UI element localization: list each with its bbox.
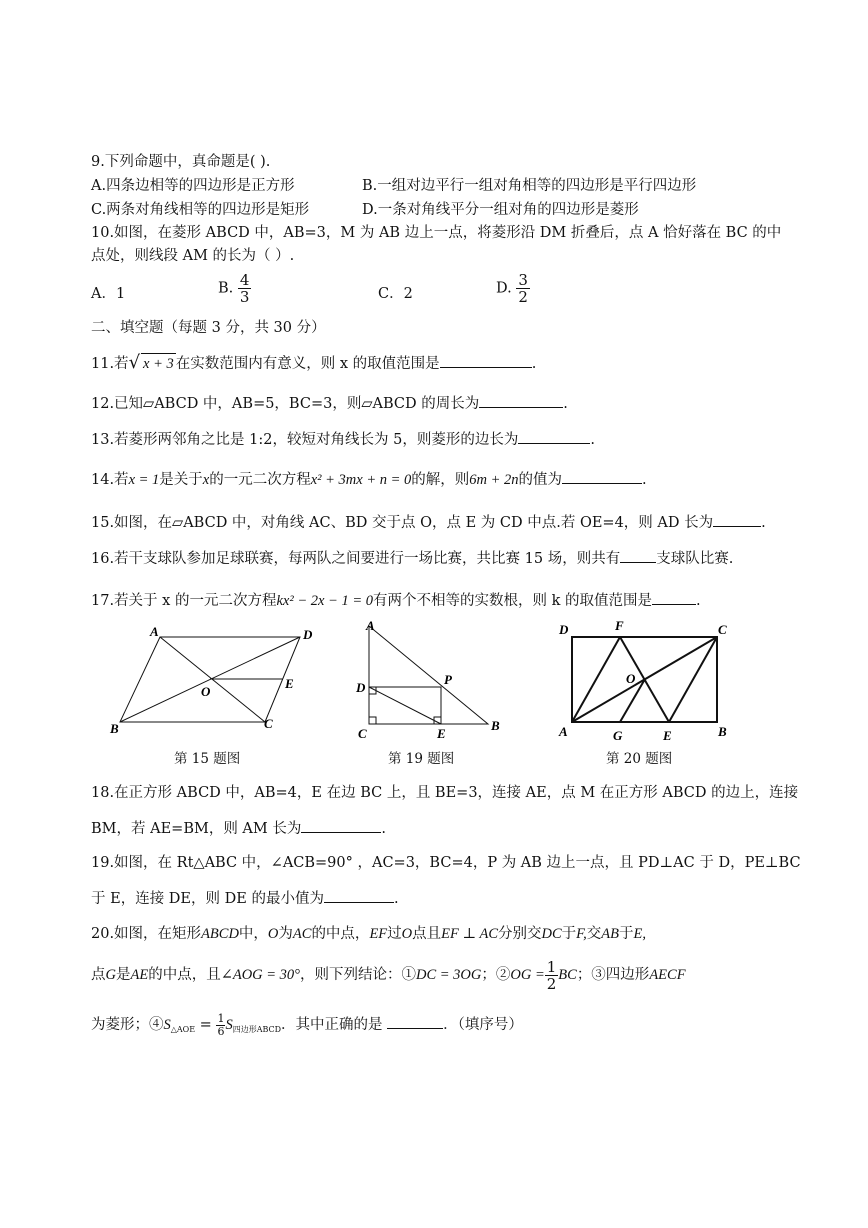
- q20-line2: 点G是AE的中点，且∠AOG = 30°，则下列结论：①DC = 3OG；②OG = $\frac{1}{2}$ BC；③四边形AECF: [91, 957, 686, 993]
- q9-option-a: A.四条边相等的四边形是正方形: [91, 178, 295, 194]
- q20-fraction-half: $\frac{1}{2}$: [546, 957, 557, 993]
- fig15-label-B: B: [110, 721, 119, 736]
- q9-option-c: C.两条对角线相等的四边形是矩形: [91, 202, 310, 218]
- fig20-label-A: A: [559, 724, 568, 739]
- q11-answer-blank: [440, 353, 532, 368]
- figure-19: [350, 616, 510, 742]
- q19-line2: 于 E，连接 DE，则 DE 的最小值为 .: [91, 888, 399, 909]
- q10-option-a: A．1: [91, 286, 126, 302]
- fig19-label-A: A: [366, 618, 375, 633]
- fig15-label-C: C: [264, 716, 273, 731]
- fig20-label-C: C: [718, 622, 727, 637]
- q10-option-c: C．2: [378, 286, 413, 302]
- q12: 12.已知▱ABCD 中，AB=5，BC=3，则▱ABCD 的周长为 .: [91, 393, 568, 414]
- q10-line1: 10.如图，在菱形 ABCD 中，AB=3，M 为 AB 边上一点，将菱形沿 DM 折叠后，点 A 恰好落在 BC 的中: [91, 225, 782, 241]
- q13-answer-blank: [518, 429, 590, 444]
- q20-line1: 20.如图，在矩形ABCD中，O为AC的中点，EF过O点且EF ⊥ AC分别交DC于F,交AB于E,: [91, 926, 646, 942]
- q10-option-d: D. $\frac{3}{2}$: [496, 271, 528, 306]
- q20-fraction-sixth: $\frac{1}{6}$: [217, 1011, 225, 1038]
- fig20-label-G: G: [613, 728, 623, 742]
- section-heading: 二、填空题（每题 3 分，共 30 分）: [91, 320, 326, 336]
- q14-answer-blank: [562, 469, 642, 484]
- q20-answer-blank: [387, 1014, 443, 1029]
- q10-option-b-fraction: $\frac{4}{3}$: [239, 271, 250, 306]
- fig19-label-E: E: [437, 726, 446, 741]
- fig20-label-O: O: [626, 671, 636, 686]
- fig19-label-C: C: [358, 726, 367, 741]
- fig19-label-D: D: [356, 680, 366, 695]
- q20-line3: 为菱形；$④S_{\triangle AOE}$ = $\frac{1}{6}$ $S_{四边形ABCD}$．其中正确的是 ．（填序号）: [91, 1011, 523, 1038]
- fig19-caption: 第 19 题图: [388, 751, 455, 767]
- fig20-label-B: B: [718, 724, 727, 739]
- fig15-label-E: E: [285, 676, 294, 691]
- fig20-label-F: F: [615, 618, 624, 633]
- q17: 17.若关于 x 的一元二次方程kx² − 2x − 1 = 0有两个不相等的实数根，则 k 的取值范围是 .: [91, 590, 701, 611]
- fig15-caption: 第 15 题图: [174, 751, 241, 767]
- q18-answer-blank: [301, 818, 381, 833]
- q9-stem: 9.下列命题中，真命题是( ).: [91, 154, 271, 170]
- fig20-caption: 第 20 题图: [606, 751, 673, 767]
- q12-answer-blank: [479, 393, 563, 408]
- q11-radicand: x + 3: [141, 353, 176, 374]
- q17-answer-blank: [652, 590, 696, 605]
- q13: 13.若菱形两邻角之比是 1:2，较短对角线长为 5，则菱形的边长为 .: [91, 429, 595, 450]
- q19-answer-blank: [324, 888, 394, 903]
- fig15-label-D: D: [303, 627, 313, 642]
- q10-line2: 点处，则线段 AM 的长为（ ）.: [91, 248, 295, 264]
- fig19-label-B: B: [491, 718, 500, 733]
- figure-15: [100, 622, 330, 742]
- fig19-label-P: P: [444, 672, 452, 687]
- fig20-label-D: D: [559, 622, 569, 637]
- q16-answer-blank: [620, 548, 656, 563]
- fig15-label-O: O: [201, 684, 211, 699]
- figure-20: [555, 616, 740, 742]
- q10-option-d-fraction: $\frac{3}{2}$: [518, 271, 528, 306]
- q10-option-b: B. $\frac{4}{3}$: [218, 271, 250, 306]
- fig15-label-A: A: [150, 624, 159, 639]
- q18-line2: BM，若 AE=BM，则 AM 长为 .: [91, 818, 386, 839]
- q18-line1: 18.在正方形 ABCD 中，AB=4，E 在边 BC 上，且 BE=3，连接 AE，点 M 在正方形 ABCD 的边上，连接: [91, 785, 799, 801]
- q14: 14.若x = 1是关于x的一元二次方程x² + 3mx + n = 0的解，则6m + 2n的值为 .: [91, 469, 647, 490]
- q15: 15.如图，在▱ABCD 中，对角线 AC、BD 交于点 O，点 E 为 CD 中点.若 OE=4，则 AD 长为 .: [91, 512, 766, 533]
- q9-option-d: D.一条对角线平分一组对角的四边形是菱形: [362, 202, 639, 218]
- q11: 11.若√ x + 3 在实数范围内有意义，则 x 的取值范围是 .: [91, 352, 537, 373]
- q19-line1: 19.如图，在 Rt△ABC 中，∠ACB=90° ，AC=3，BC=4，P 为 AB 边上一点，且 PD⊥AC 于 D，PE⊥BC: [91, 855, 801, 871]
- q15-answer-blank: [713, 512, 761, 527]
- q16: 16.若干支球队参加足球联赛，每两队之间要进行一场比赛，共比赛 15 场，则共有 支球队比赛.: [91, 548, 733, 569]
- fig20-label-E: E: [663, 728, 672, 742]
- q9-option-b: B.一组对边平行一组对角相等的四边形是平行四边形: [362, 178, 697, 194]
